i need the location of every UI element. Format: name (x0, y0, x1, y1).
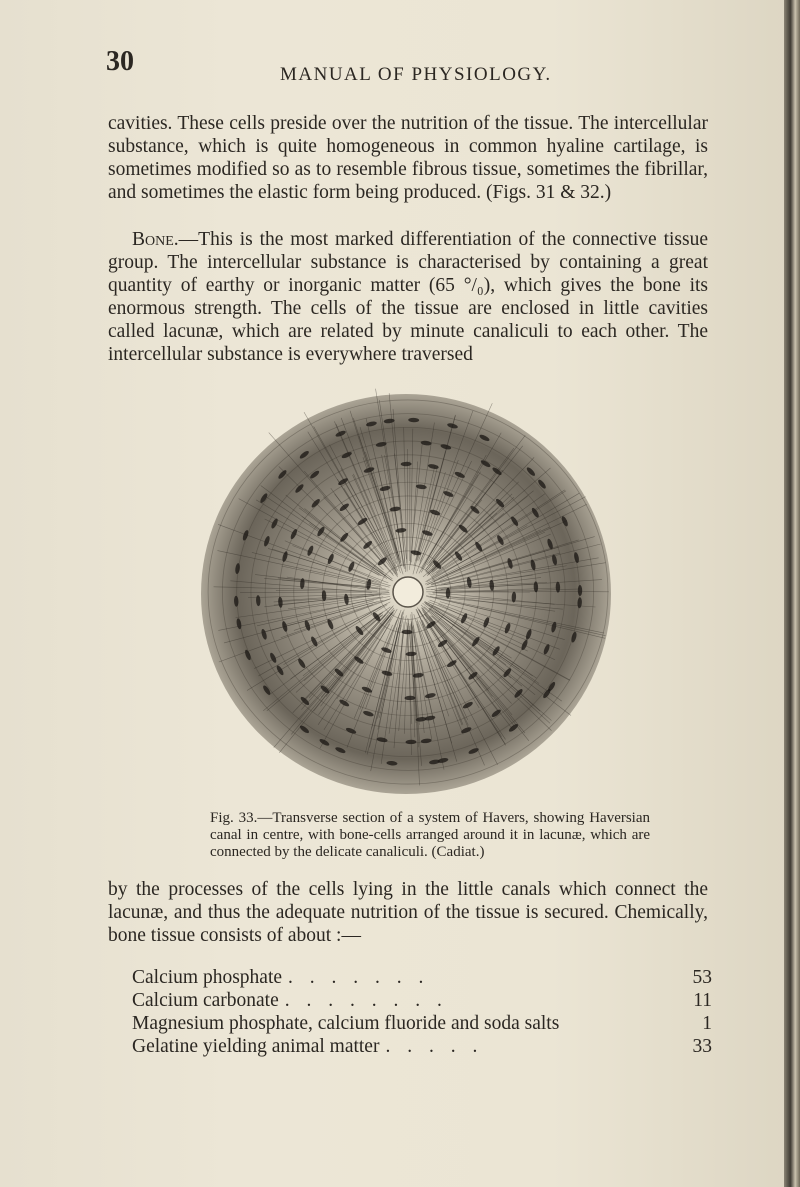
paragraph-cartilage: cavities. These cells preside over the nutrition of the tissue. The intercellular substance, which is quite homogeneous in common hyaline cartilage, is sometimes modified so as to resemble fibrous tissue, sometimes the fibrillar, and sometimes the elastic form being produced. (Figs. 31 & 32.) (108, 113, 708, 203)
composition-row (132, 966, 712, 989)
running-head: MANUAL OF PHYSIOLOGY. (280, 64, 552, 85)
haversian-canal (393, 577, 423, 607)
paragraph-composition: by the processes of the cells lying in the little canals which connect the lacunæ, and thus the adequate nutrition of the tissue is secured. Chemically, bone tissue consists of about :— (108, 879, 708, 946)
composition-row (132, 1012, 712, 1035)
haversian-system-illustration (196, 386, 616, 796)
component-name: Calcium carbonate (132, 990, 279, 1011)
composition-table (132, 966, 712, 1058)
paragraph-bone-text: —This is the most marked differentiation of the connective tissue group. The intercellular substance is characterised by containing a great quantity of earthy or inorganic matter (65 °/₀), which gives the bone its enormous strength. The cells of the tissue are enclosed in little cavities called lacunæ, which are related by minute canaliculi to each other. The intercellular substance is everywhere traversed (108, 229, 708, 365)
component-value: 53 (692, 967, 712, 988)
page-number: 30 (106, 46, 134, 77)
composition-row (132, 1035, 712, 1058)
leader-dots: . . . . . . . (288, 967, 430, 988)
component-value: 33 (692, 1036, 712, 1057)
composition-row (132, 989, 712, 1012)
book-spine-edge (784, 0, 800, 1187)
paragraph-bone (108, 228, 708, 366)
leader-dots: . . . . . (385, 1036, 484, 1057)
bone-heading: Bone. (132, 229, 179, 250)
leader-dots: . . . . . . . . (284, 990, 448, 1011)
figure-label: Fig. 33. (210, 810, 258, 826)
figure-caption-text: —Transverse section of a system of Havers, showing Haversian canal in centre, with bone-cells arranged around it in lacunæ, which are connected by the delicate canaliculi. (Cadiat.) (210, 810, 651, 860)
component-name: Gelatine yielding animal matter (132, 1036, 380, 1057)
component-name: Magnesium phosphate, calcium fluoride and soda salts (132, 1013, 560, 1034)
component-name: Calcium phosphate (132, 967, 283, 988)
component-value: 1 (702, 1013, 712, 1034)
figure-caption (210, 810, 650, 861)
leader-dots (559, 1012, 676, 1035)
component-value: 11 (693, 990, 712, 1011)
